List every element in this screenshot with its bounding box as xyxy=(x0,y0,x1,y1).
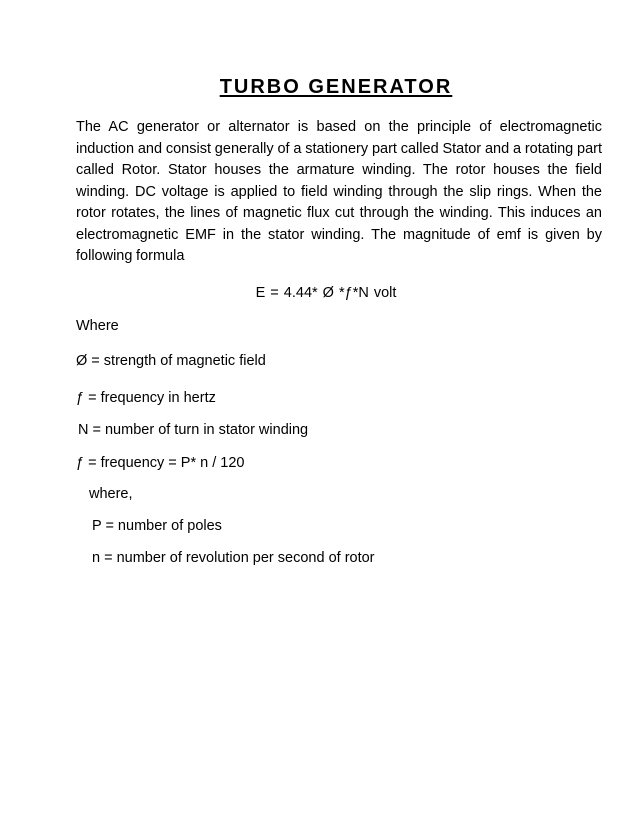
document-title: TURBO GENERATOR xyxy=(219,76,453,98)
definition-flux: Ø = strength of magnetic field xyxy=(76,353,266,369)
definition-poles: P = number of poles xyxy=(92,518,222,534)
sub-where-label: where, xyxy=(89,486,133,502)
definition-turns: N = number of turn in stator winding xyxy=(78,422,309,438)
definition-revolutions: n = number of revolution per second of rotor xyxy=(92,550,375,566)
intro-paragraph: The AC generator or alternator is based on the principle of electromagnetic induction and consist generally of a stationery part called Stator and a rotating part called Rotor. Stator houses the armature winding. The rotor houses the field winding. DC voltage is applied to field winding through the slip rings. When the rotor rotates, the lines of magnetic flux cut through the winding. This induces an electromagnetic EMF in the stator winding. The magnitude of emf is given by following formula xyxy=(76,119,602,264)
where-label: Where xyxy=(76,318,119,334)
emf-formula: E = 4.44* Ø *ƒ*N volt xyxy=(255,285,397,301)
definition-frequency-formula: ƒ = frequency = P* n / 120 xyxy=(76,455,245,471)
definition-frequency-hertz: ƒ = frequency in hertz xyxy=(76,390,216,406)
